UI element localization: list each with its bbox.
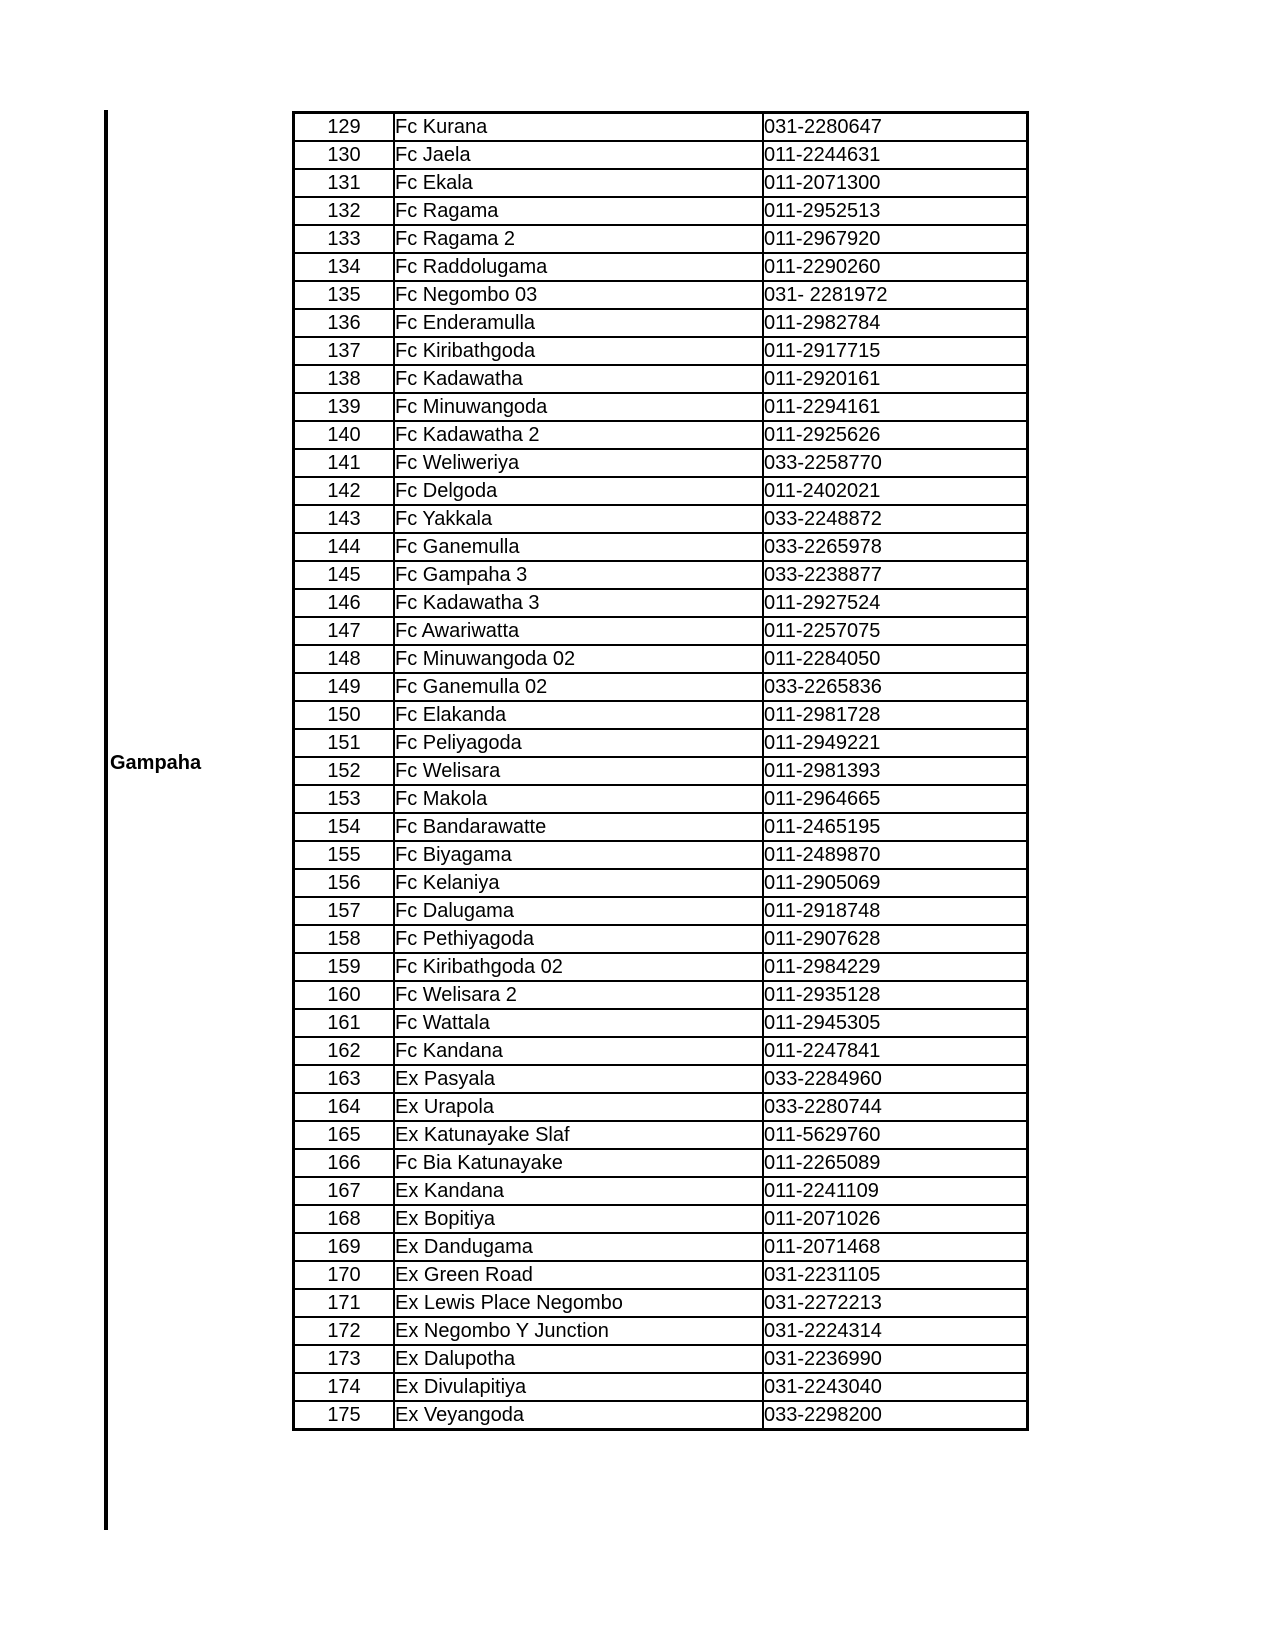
table-row xyxy=(294,533,1028,561)
phone-number: 011-2949221 xyxy=(763,729,1027,757)
row-number: 151 xyxy=(294,729,395,757)
table-row xyxy=(294,1401,1028,1430)
table-row xyxy=(294,1289,1028,1317)
phone-number: 011-2257075 xyxy=(763,617,1027,645)
row-number: 171 xyxy=(294,1289,395,1317)
branch-name: Fc Bandarawatte xyxy=(394,813,763,841)
branch-name: Ex Negombo Y Junction xyxy=(394,1317,763,1345)
row-number: 133 xyxy=(294,225,395,253)
phone-number: 033-2265978 xyxy=(763,533,1027,561)
branch-name: Fc Awariwatta xyxy=(394,617,763,645)
table-row xyxy=(294,337,1028,365)
row-number: 164 xyxy=(294,1093,395,1121)
branch-name: Fc Dalugama xyxy=(394,897,763,925)
phone-number: 033-2298200 xyxy=(763,1401,1027,1430)
row-number: 175 xyxy=(294,1401,395,1430)
branch-name: Fc Welisara xyxy=(394,757,763,785)
table-row xyxy=(294,1065,1028,1093)
row-number: 165 xyxy=(294,1121,395,1149)
table-row xyxy=(294,1093,1028,1121)
phone-number: 031- 2281972 xyxy=(763,281,1027,309)
phone-number: 033-2248872 xyxy=(763,505,1027,533)
row-number: 161 xyxy=(294,1009,395,1037)
row-number: 148 xyxy=(294,645,395,673)
table-row xyxy=(294,309,1028,337)
table-row xyxy=(294,113,1028,142)
branch-name: Fc Ragama xyxy=(394,197,763,225)
branch-name: Fc Pethiyagoda xyxy=(394,925,763,953)
table-row xyxy=(294,365,1028,393)
branch-name: Fc Raddolugama xyxy=(394,253,763,281)
branch-name: Fc Minuwangoda 02 xyxy=(394,645,763,673)
row-number: 152 xyxy=(294,757,395,785)
table-row xyxy=(294,421,1028,449)
phone-number: 011-2918748 xyxy=(763,897,1027,925)
branch-name: Fc Ragama 2 xyxy=(394,225,763,253)
phone-number: 011-2952513 xyxy=(763,197,1027,225)
table-row xyxy=(294,393,1028,421)
phone-number: 011-2920161 xyxy=(763,365,1027,393)
table-row xyxy=(294,701,1028,729)
row-number: 145 xyxy=(294,561,395,589)
phone-number: 011-2294161 xyxy=(763,393,1027,421)
row-number: 138 xyxy=(294,365,395,393)
phone-number: 033-2265836 xyxy=(763,673,1027,701)
row-number: 158 xyxy=(294,925,395,953)
table-row xyxy=(294,449,1028,477)
branch-name: Fc Delgoda xyxy=(394,477,763,505)
district-label: Gampaha xyxy=(110,752,202,774)
branch-name: Ex Bopitiya xyxy=(394,1205,763,1233)
table-row xyxy=(294,813,1028,841)
table-row xyxy=(294,1233,1028,1261)
table-row xyxy=(294,169,1028,197)
phone-number: 011-5629760 xyxy=(763,1121,1027,1149)
row-number: 166 xyxy=(294,1149,395,1177)
row-number: 144 xyxy=(294,533,395,561)
table-row xyxy=(294,561,1028,589)
phone-number: 011-2981728 xyxy=(763,701,1027,729)
row-number: 130 xyxy=(294,141,395,169)
phone-number: 011-2982784 xyxy=(763,309,1027,337)
table-row xyxy=(294,1149,1028,1177)
row-number: 136 xyxy=(294,309,395,337)
row-number: 134 xyxy=(294,253,395,281)
table-row xyxy=(294,925,1028,953)
row-number: 129 xyxy=(294,113,395,142)
row-number: 146 xyxy=(294,589,395,617)
table-row xyxy=(294,197,1028,225)
phone-number: 011-2290260 xyxy=(763,253,1027,281)
table-row xyxy=(294,757,1028,785)
table-row xyxy=(294,477,1028,505)
row-number: 147 xyxy=(294,617,395,645)
branch-name: Fc Ganemulla xyxy=(394,533,763,561)
phone-number: 033-2284960 xyxy=(763,1065,1027,1093)
table-row xyxy=(294,141,1028,169)
branch-name: Fc Kelaniya xyxy=(394,869,763,897)
row-number: 170 xyxy=(294,1261,395,1289)
phone-number: 011-2917715 xyxy=(763,337,1027,365)
branch-name: Fc Biyagama xyxy=(394,841,763,869)
branch-name: Fc Gampaha 3 xyxy=(394,561,763,589)
phone-number: 031-2243040 xyxy=(763,1373,1027,1401)
contact-table-body xyxy=(294,113,1028,1430)
table-row xyxy=(294,953,1028,981)
phone-number: 031-2236990 xyxy=(763,1345,1027,1373)
branch-name: Ex Green Road xyxy=(394,1261,763,1289)
row-number: 131 xyxy=(294,169,395,197)
branch-name: Fc Negombo 03 xyxy=(394,281,763,309)
row-number: 172 xyxy=(294,1317,395,1345)
branch-name: Fc Kadawatha xyxy=(394,365,763,393)
row-number: 163 xyxy=(294,1065,395,1093)
row-number: 156 xyxy=(294,869,395,897)
table-row xyxy=(294,1121,1028,1149)
row-number: 153 xyxy=(294,785,395,813)
row-number: 141 xyxy=(294,449,395,477)
branch-name: Ex Urapola xyxy=(394,1093,763,1121)
row-number: 140 xyxy=(294,421,395,449)
phone-number: 011-2247841 xyxy=(763,1037,1027,1065)
table-row xyxy=(294,785,1028,813)
branch-name: Fc Peliyagoda xyxy=(394,729,763,757)
table-row xyxy=(294,589,1028,617)
phone-number: 031-2231105 xyxy=(763,1261,1027,1289)
branch-name: Ex Pasyala xyxy=(394,1065,763,1093)
table-row xyxy=(294,645,1028,673)
table-row xyxy=(294,897,1028,925)
phone-number: 011-2244631 xyxy=(763,141,1027,169)
table-row xyxy=(294,225,1028,253)
phone-number: 011-2465195 xyxy=(763,813,1027,841)
table-row xyxy=(294,1205,1028,1233)
row-number: 150 xyxy=(294,701,395,729)
table-row xyxy=(294,1177,1028,1205)
table-row xyxy=(294,673,1028,701)
branch-name: Fc Kadawatha 3 xyxy=(394,589,763,617)
row-number: 137 xyxy=(294,337,395,365)
table-row xyxy=(294,253,1028,281)
table-row xyxy=(294,1009,1028,1037)
branch-name: Fc Kiribathgoda 02 xyxy=(394,953,763,981)
table-row xyxy=(294,1373,1028,1401)
row-number: 174 xyxy=(294,1373,395,1401)
phone-number: 011-2967920 xyxy=(763,225,1027,253)
phone-number: 031-2280647 xyxy=(763,113,1027,142)
table-row xyxy=(294,281,1028,309)
branch-name: Fc Kadawatha 2 xyxy=(394,421,763,449)
branch-name: Fc Kandana xyxy=(394,1037,763,1065)
phone-number: 011-2071468 xyxy=(763,1233,1027,1261)
branch-name: Ex Divulapitiya xyxy=(394,1373,763,1401)
branch-name: Fc Bia Katunayake xyxy=(394,1149,763,1177)
phone-number: 011-2984229 xyxy=(763,953,1027,981)
branch-name: Fc Elakanda xyxy=(394,701,763,729)
phone-number: 031-2224314 xyxy=(763,1317,1027,1345)
phone-number: 031-2272213 xyxy=(763,1289,1027,1317)
branch-name: Fc Enderamulla xyxy=(394,309,763,337)
phone-number: 011-2241109 xyxy=(763,1177,1027,1205)
row-number: 159 xyxy=(294,953,395,981)
table-row xyxy=(294,729,1028,757)
row-number: 135 xyxy=(294,281,395,309)
row-number: 139 xyxy=(294,393,395,421)
phone-number: 011-2489870 xyxy=(763,841,1027,869)
phone-number: 033-2280744 xyxy=(763,1093,1027,1121)
phone-number: 011-2071026 xyxy=(763,1205,1027,1233)
branch-name: Ex Kandana xyxy=(394,1177,763,1205)
table-row xyxy=(294,869,1028,897)
branch-name: Fc Ganemulla 02 xyxy=(394,673,763,701)
row-number: 142 xyxy=(294,477,395,505)
table-row xyxy=(294,1345,1028,1373)
branch-name: Ex Lewis Place Negombo xyxy=(394,1289,763,1317)
phone-number: 011-2945305 xyxy=(763,1009,1027,1037)
row-number: 157 xyxy=(294,897,395,925)
row-number: 160 xyxy=(294,981,395,1009)
table-row xyxy=(294,1261,1028,1289)
row-number: 168 xyxy=(294,1205,395,1233)
row-number: 143 xyxy=(294,505,395,533)
branch-name: Fc Jaela xyxy=(394,141,763,169)
table-row xyxy=(294,841,1028,869)
branch-name: Fc Yakkala xyxy=(394,505,763,533)
table-row xyxy=(294,1037,1028,1065)
branch-name: Fc Welisara 2 xyxy=(394,981,763,1009)
row-number: 155 xyxy=(294,841,395,869)
table-row xyxy=(294,981,1028,1009)
phone-number: 033-2258770 xyxy=(763,449,1027,477)
branch-name: Fc Weliweriya xyxy=(394,449,763,477)
phone-number: 011-2905069 xyxy=(763,869,1027,897)
branch-name: Fc Kiribathgoda xyxy=(394,337,763,365)
branch-name: Ex Katunayake Slaf xyxy=(394,1121,763,1149)
branch-name: Fc Ekala xyxy=(394,169,763,197)
table-row xyxy=(294,505,1028,533)
branch-name: Ex Veyangoda xyxy=(394,1401,763,1430)
phone-number: 011-2935128 xyxy=(763,981,1027,1009)
branch-name: Ex Dalupotha xyxy=(394,1345,763,1373)
row-number: 149 xyxy=(294,673,395,701)
row-number: 162 xyxy=(294,1037,395,1065)
row-number: 173 xyxy=(294,1345,395,1373)
phone-number: 033-2238877 xyxy=(763,561,1027,589)
contact-table xyxy=(292,111,1029,1431)
table-row xyxy=(294,1317,1028,1345)
district-border xyxy=(104,110,108,1530)
row-number: 132 xyxy=(294,197,395,225)
phone-number: 011-2402021 xyxy=(763,477,1027,505)
table-row xyxy=(294,617,1028,645)
branch-name: Fc Makola xyxy=(394,785,763,813)
row-number: 167 xyxy=(294,1177,395,1205)
phone-number: 011-2071300 xyxy=(763,169,1027,197)
branch-name: Ex Dandugama xyxy=(394,1233,763,1261)
phone-number: 011-2925626 xyxy=(763,421,1027,449)
branch-name: Fc Wattala xyxy=(394,1009,763,1037)
phone-number: 011-2265089 xyxy=(763,1149,1027,1177)
branch-name: Fc Kurana xyxy=(394,113,763,142)
row-number: 169 xyxy=(294,1233,395,1261)
phone-number: 011-2907628 xyxy=(763,925,1027,953)
row-number: 154 xyxy=(294,813,395,841)
branch-name: Fc Minuwangoda xyxy=(394,393,763,421)
phone-number: 011-2927524 xyxy=(763,589,1027,617)
phone-number: 011-2284050 xyxy=(763,645,1027,673)
phone-number: 011-2964665 xyxy=(763,785,1027,813)
phone-number: 011-2981393 xyxy=(763,757,1027,785)
